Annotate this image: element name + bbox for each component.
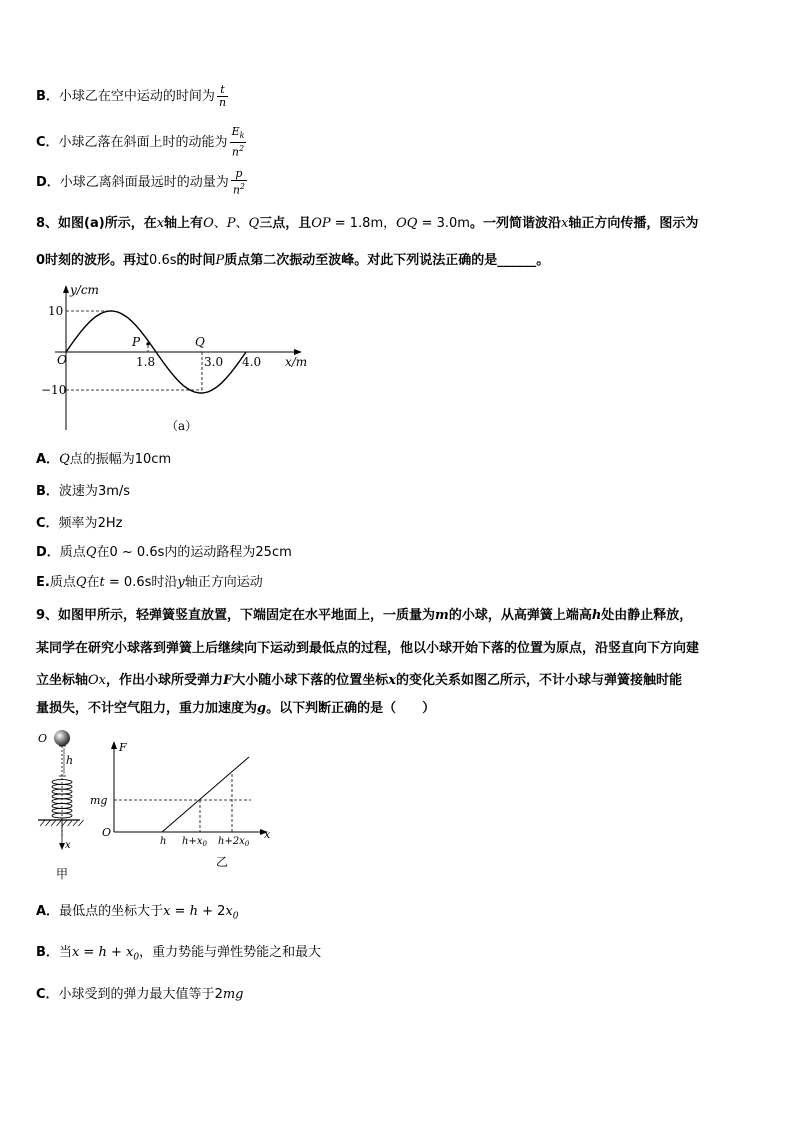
option-label: A． <box>36 904 60 919</box>
h-label: h <box>66 754 74 767</box>
point-p-label: P <box>132 335 141 349</box>
hatch-line <box>68 820 73 826</box>
option-text: 0 ~ 0.6s <box>109 545 165 560</box>
option-text: 10cm <box>134 452 172 467</box>
text: 。一列简谐波沿 <box>469 216 561 231</box>
math: g <box>257 701 267 716</box>
option-text: 2 <box>214 987 223 1002</box>
q7-option-b <box>36 84 228 109</box>
ytick-10: 10 <box>48 304 64 318</box>
origin-label: O <box>38 732 48 745</box>
option-text: 25cm <box>255 545 292 560</box>
text: = 1.8m <box>330 216 384 231</box>
option-text: Q <box>85 545 97 560</box>
q9-stem-line4 <box>36 697 435 716</box>
q9-force-graph <box>86 736 286 876</box>
figure-caption: 乙 <box>216 855 229 869</box>
math: h <box>591 608 602 623</box>
x-axis-label: x/m <box>285 355 308 369</box>
text: 的时间 <box>176 253 216 268</box>
option-text: 2Hz <box>97 516 123 531</box>
option-text: + 2 <box>197 904 226 919</box>
q7-option-c <box>36 126 246 159</box>
math: O <box>203 216 214 231</box>
math: x <box>156 216 165 231</box>
option-line <box>36 448 171 467</box>
option-text: 轴正方向运动 <box>184 575 263 590</box>
option-text: h <box>189 904 198 919</box>
math: P <box>226 216 236 231</box>
option-text: 最低点的坐标大于 <box>59 904 164 919</box>
math: OP <box>311 216 331 231</box>
text: 9、如图甲所示，轻弹簧竖直放置，下端固定在水平地面上，一质量为 <box>36 608 436 623</box>
option-line <box>36 941 321 963</box>
origin-label: O <box>57 353 67 367</box>
option-text: 当 <box>58 945 72 960</box>
option-label: D． <box>36 174 60 190</box>
option-text: y <box>177 575 185 590</box>
option-text: x <box>163 904 171 919</box>
q8-stem-line2 <box>36 249 549 268</box>
text: 、 <box>213 216 227 231</box>
text: 三点，且 <box>259 216 312 231</box>
text: ， <box>383 216 397 231</box>
hatch-line <box>57 820 62 826</box>
option-text: 时沿 <box>151 575 178 590</box>
option-text: h <box>98 945 107 960</box>
y-axis-arrow <box>63 285 69 293</box>
option-text: 3m/s <box>97 484 131 499</box>
option-text: t <box>99 575 105 590</box>
option-text: 在 <box>86 575 100 590</box>
hatch-line <box>62 820 67 826</box>
text: 。以下判断正确的是（ ） <box>266 701 436 716</box>
figure-caption: 甲 <box>56 867 69 881</box>
math: Ox <box>88 673 107 688</box>
option-text: 点的振幅为 <box>69 452 135 467</box>
spring <box>52 780 72 818</box>
f-axis-arrow <box>111 741 117 749</box>
x-label: x <box>264 828 271 841</box>
x-label: x <box>65 840 71 851</box>
text: 0.6s <box>149 253 177 268</box>
q7-option-d <box>36 168 247 197</box>
option-text: Q <box>59 452 70 467</box>
text: 的变化关系如图乙所示，不计小球与弹簧接触时能 <box>396 673 683 688</box>
text: 轴正方向传播，图示为 <box>568 216 699 231</box>
text: 的小球，从高弹簧上端高 <box>448 608 592 623</box>
option-text: = <box>79 945 99 960</box>
option-text: 小球乙离斜面最远时的动量为 <box>59 174 229 190</box>
option-label: D． <box>36 545 60 560</box>
text: 轴上有 <box>164 216 204 231</box>
h-tick: h <box>160 836 167 847</box>
text: 质点第二次振动至波峰。对此下列说法正确的是______。 <box>224 253 550 268</box>
option-text: 频率为 <box>58 516 98 531</box>
math: P <box>215 253 225 268</box>
q9-stem-line3 <box>36 669 682 688</box>
option-text: = <box>170 904 190 919</box>
h-2x0-tick: $h+2x_0$ <box>218 836 250 848</box>
hatch-line <box>40 820 45 826</box>
option-text: x <box>225 904 233 919</box>
option-line <box>36 983 244 1002</box>
option-label: E. <box>36 575 50 590</box>
option-text: mg <box>222 987 244 1002</box>
hatch-line <box>73 820 78 826</box>
text: 某同学在研究小球落到弹簧上后继续向下运动到最低点的过程，他以小球开始下落的位置为原点，沿竖直向下方向建 <box>36 641 700 656</box>
origin-label: O <box>102 826 112 839</box>
option-label: C． <box>36 516 59 531</box>
h-x0-tick: $h+x_0$ <box>182 836 207 848</box>
force-line <box>162 757 249 832</box>
q9-stem-line1 <box>36 604 692 623</box>
option-text: ，重力势能与弹性势能之和最大 <box>139 945 322 960</box>
math: m <box>435 608 449 623</box>
option-line <box>36 900 238 922</box>
q9-stem-line2 <box>36 637 699 656</box>
point-p-marker <box>146 342 149 345</box>
text: 8、如图(a)所示，在 <box>36 216 157 231</box>
option-text: 内的运动路程为 <box>164 545 256 560</box>
fraction: $\frac{p}{n^2}$ <box>232 167 245 197</box>
option-text: 0 <box>133 952 140 963</box>
option-line <box>36 480 130 499</box>
option-text: = 0.6s <box>104 575 152 590</box>
option-label: B． <box>36 484 59 499</box>
xtick-4-0: 4.0 <box>242 355 262 369</box>
hatch-line <box>51 820 56 826</box>
text: 量损失，不计空气阻力，重力加速度为 <box>36 701 258 716</box>
q8-stem-line1 <box>36 212 698 231</box>
math: x <box>388 673 397 688</box>
option-text: 在 <box>96 545 110 560</box>
ball <box>54 730 70 746</box>
option-line <box>36 512 122 531</box>
option-label: B． <box>36 89 59 104</box>
text: 0时刻的波形。再过 <box>36 253 150 268</box>
mg-label: mg <box>90 794 108 807</box>
fraction: $\frac{E_k}{n^2}$ <box>231 125 245 159</box>
ytick-neg10: −10 <box>41 383 67 397</box>
option-text: 0 <box>232 911 239 922</box>
option-text: x <box>71 945 80 960</box>
option-text: 小球乙落在斜面上时的动能为 <box>58 134 228 150</box>
text: = 3.0m <box>417 216 470 231</box>
option-text: Q <box>75 575 87 590</box>
text: 立坐标轴 <box>36 673 89 688</box>
text: 、 <box>235 216 249 231</box>
option-text: 质点 <box>59 545 86 560</box>
text: 处由静止释放， <box>601 608 693 623</box>
option-text: 小球受到的弹力最大值等于 <box>58 987 215 1002</box>
q8-wave-figure <box>40 280 320 440</box>
option-text: 小球乙在空中运动的时间为 <box>58 89 215 104</box>
option-text: + <box>106 945 126 960</box>
option-line <box>36 571 263 590</box>
hatch-line <box>46 820 51 826</box>
math: OQ <box>396 216 418 231</box>
fraction: $\frac{t}{n}$ <box>218 83 227 109</box>
option-label: C． <box>36 987 59 1002</box>
hatch-line <box>79 820 84 826</box>
text: ，作出小球所受弹力 <box>106 673 224 688</box>
xtick-3-0: 3.0 <box>204 355 224 369</box>
math: Q <box>248 216 260 231</box>
option-text: x <box>126 945 134 960</box>
y-axis-label: y/cm <box>70 283 99 297</box>
point-q-label: Q <box>195 335 205 349</box>
math: F <box>223 673 233 688</box>
xtick-1-8: 1.8 <box>136 355 156 369</box>
option-text: 质点 <box>49 575 76 590</box>
option-text: 波速为 <box>58 484 98 499</box>
text: 大小随小球下落的位置坐标 <box>232 673 389 688</box>
math: x <box>560 216 569 231</box>
option-line <box>36 541 292 560</box>
option-label: A． <box>36 452 60 467</box>
option-label: C． <box>36 134 59 150</box>
f-label: F <box>119 741 127 754</box>
figure-caption: （a） <box>166 419 198 433</box>
option-label: B． <box>36 945 59 960</box>
